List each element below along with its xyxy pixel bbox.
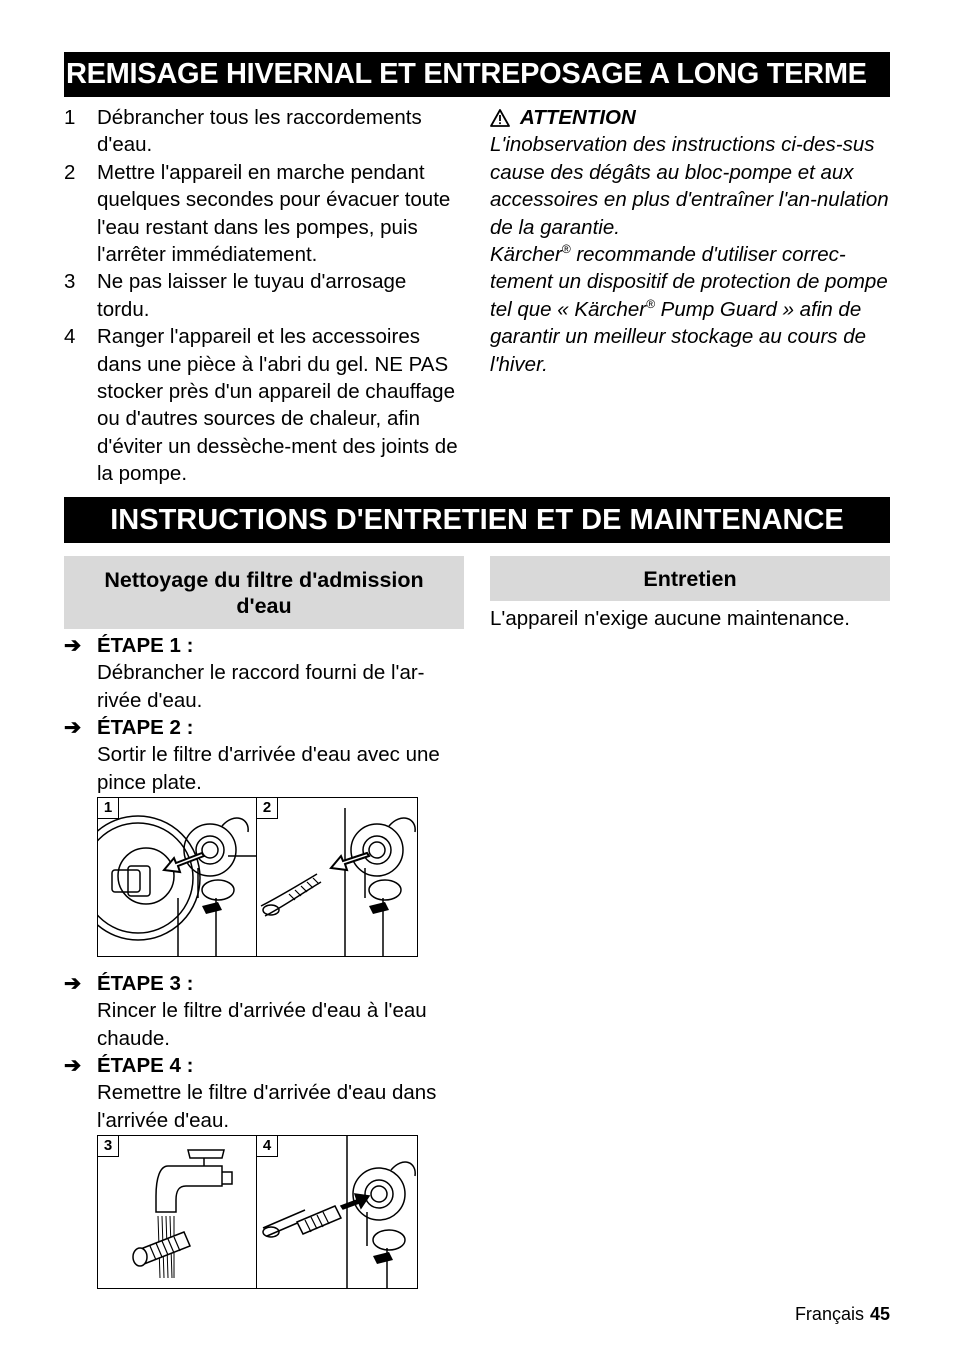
attention-paragraph-2	[490, 241, 895, 378]
figure-2	[257, 797, 418, 957]
figure-1	[97, 797, 257, 957]
list-item	[64, 159, 464, 269]
subheading-maintenance: Entretien	[490, 556, 890, 601]
list-item	[64, 104, 464, 159]
figure-3	[97, 1135, 257, 1289]
list-item-text: Débrancher tous les raccordements d'eau.	[97, 106, 422, 157]
figure-number: 4	[257, 1136, 278, 1157]
list-item-number: 2	[64, 160, 76, 184]
list-item-text: Ne pas laisser le tuyau d'arrosage tordu.	[97, 270, 407, 321]
step-3	[64, 970, 464, 1052]
step-1	[64, 632, 464, 714]
figure-number: 2	[257, 798, 278, 819]
step-label: ÉTAPE 1 :	[97, 634, 194, 657]
step-text: Rincer le filtre d'arrivée d'eau à l'eau chaude.	[97, 999, 427, 1050]
list-item	[64, 268, 464, 323]
step-label: ÉTAPE 3 :	[97, 972, 194, 995]
arrow-right-icon: ➔	[64, 972, 82, 995]
list-item-text: Mettre l'appareil en marche pendant quelques secondes pour évacuer toute l'eau restant dans les pompes, puis l'arrêter immédiatement.	[97, 160, 451, 267]
figures-row-1	[97, 797, 418, 957]
step-text: Remettre le filtre d'arrivée d'eau dans l'arrivée d'eau.	[97, 1081, 437, 1132]
step-label: ÉTAPE 4 :	[97, 1054, 194, 1077]
registered-mark: ®	[646, 297, 655, 312]
attention-text-a: recommande d'utiliser correc-tement un dispositif de protection de pompe tel que « Kärcher	[490, 243, 888, 321]
attention-paragraph-1: L'inobservation des instructions ci-des-sus cause des dégâts au bloc-pompe et aux accessoires en plus d'entraîner l'an-nulation de la garantie.	[490, 133, 889, 239]
filter-extraction-illustration	[257, 798, 417, 957]
list-item-number: 3	[64, 270, 76, 294]
section-title-storage: REMISAGE HIVERNAL ET ENTREPOSAGE A LONG TERME	[64, 52, 890, 97]
page-footer	[795, 1304, 890, 1325]
registered-mark: ®	[561, 242, 571, 257]
attention-heading-text: ATTENTION	[520, 106, 636, 129]
attention-text-b: Pump Guard » afin de garantir un meilleur stockage au cours de l'hiver.	[490, 297, 867, 376]
coupling-removal-illustration	[98, 798, 257, 957]
filter-insertion-illustration	[257, 1136, 417, 1289]
maintenance-text: L'appareil n'exige aucune maintenance.	[490, 607, 851, 630]
page-number: 45	[869, 1304, 890, 1324]
figure-number: 3	[98, 1136, 119, 1157]
step-2	[64, 714, 464, 796]
arrow-right-icon: ➔	[64, 1054, 82, 1077]
list-item	[64, 323, 464, 487]
step-text: Sortir le filtre d'arrivée d'eau avec une pince plate.	[97, 743, 440, 794]
storage-steps-list	[64, 104, 464, 488]
footer-language: Français	[794, 1304, 864, 1324]
arrow-right-icon: ➔	[64, 634, 82, 657]
attention-notice	[490, 104, 895, 378]
figures-row-2	[97, 1135, 418, 1289]
subheading-filter-cleaning: Nettoyage du filtre d'admission d'eau	[64, 556, 464, 629]
section-title-maintenance: INSTRUCTIONS D'ENTRETIEN ET DE MAINTENANCE	[64, 497, 890, 543]
step-text: Débrancher le raccord fourni de l'ar-rivée d'eau.	[97, 661, 425, 712]
arrow-right-icon: ➔	[64, 716, 82, 739]
brand-name: Kärcher	[490, 243, 562, 267]
list-item-number: 1	[64, 106, 76, 129]
attention-heading	[490, 104, 895, 131]
list-item-number: 4	[64, 325, 76, 349]
step-label: ÉTAPE 2 :	[97, 716, 194, 739]
step-4	[64, 1052, 464, 1134]
figure-4	[257, 1135, 418, 1289]
figure-number: 1	[98, 798, 119, 819]
list-item-text: Ranger l'appareil et les accessoires dans une pièce à l'abri du gel. NE PAS stocker près d'un appareil de chauffage ou d'autres sources de chaleur, afin d'éviter un dessèche-ment des joints de la pompe.	[97, 325, 458, 486]
warning-triangle-icon	[490, 109, 510, 127]
faucet-rinse-illustration	[98, 1136, 257, 1289]
